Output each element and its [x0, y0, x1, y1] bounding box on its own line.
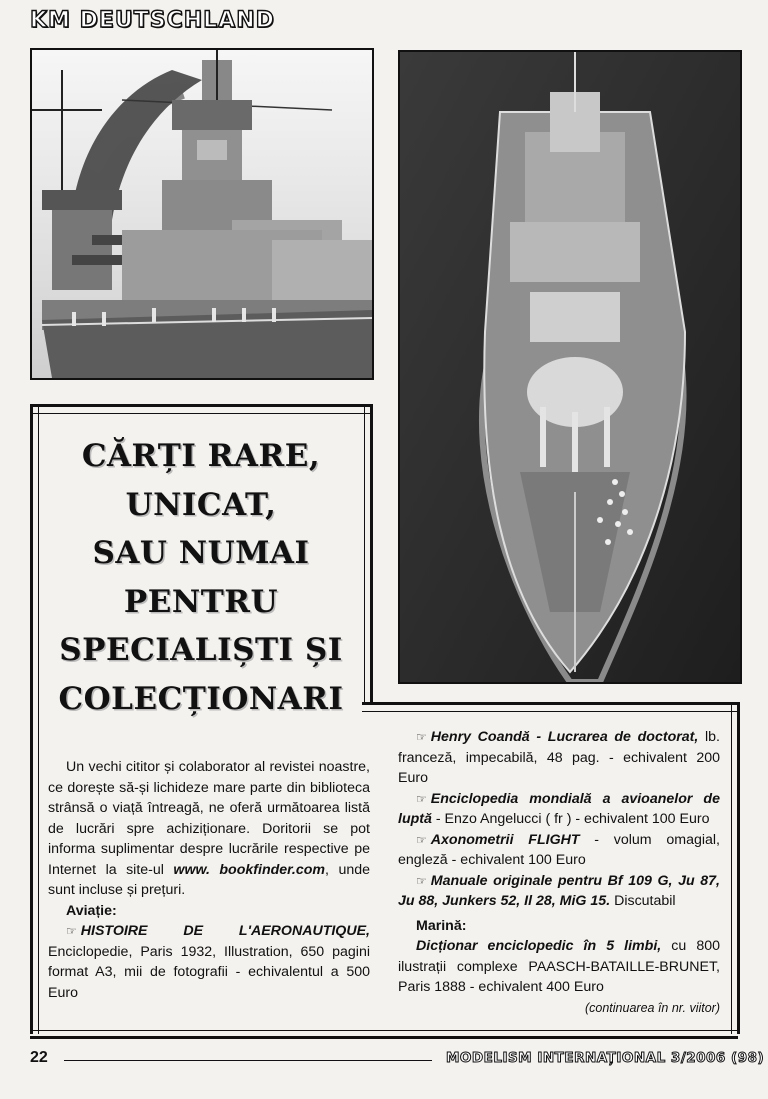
ship-aerial-bow-photo [398, 50, 742, 684]
footer-rule [64, 1060, 432, 1061]
continued-note: (continuarea în nr. viitor) [584, 1000, 720, 1015]
pointing-hand-icon: ☞ [416, 730, 427, 744]
book-item: ☞ Manuale originale pentru Bf 109 G, Ju 87, Ju 88, Junkers 52, Il 28, MiG 15. Discutabil [398, 872, 720, 909]
book-item: ☞ HISTOIRE DE L'AERONAUTIQUE, Enciclopedie, Paris 1932, Illustration, 650 pagini format A3, mii de fotografii - echivalentul a 500 Euro [48, 923, 370, 1001]
headline-line: SAU NUMAI [92, 535, 310, 571]
article-column-right [398, 727, 720, 1018]
website-link: www. bookfinder.com [173, 861, 326, 878]
navy-heading: Marină: [416, 917, 467, 934]
article-column-left [48, 757, 370, 1003]
section-title: KM DEUTSCHLAND [30, 8, 275, 33]
page-number: 22 [30, 1049, 48, 1066]
headline-line: SPECIALIȘTI ȘI [59, 632, 343, 668]
ship-superstructure-photo [30, 48, 374, 380]
headline-line: COLECȚIONARI [58, 680, 344, 717]
book-item: ☞ Henry Coandă - Lucrarea de doctorat, lb. franceză, impecabilă, 48 pag. - echivalent 200 Euro [398, 729, 720, 786]
pointing-hand-icon: ☞ [416, 873, 427, 888]
frame-right-bar-upper [364, 404, 373, 704]
frame-left-bar [30, 404, 39, 1034]
frame-bottom-rule [30, 1030, 738, 1039]
headline-line: CĂRȚI RARE, [81, 438, 321, 474]
book-item: Dicționar enciclopedic în 5 limbi, cu 800 ilustrații complexe PAASCH-BATAILLE-BRUNET, Paris 1888 - echivalent 400 Euro [398, 938, 720, 995]
book-item: ☞ Axonometrii FLIGHT - volum omagial, engleză - echivalent 100 Euro [398, 831, 720, 868]
aviation-heading: Aviație: [66, 902, 117, 919]
magazine-name: MODELISM INTERNAȚIONAL 3/2006 (98) [446, 1050, 765, 1066]
pointing-hand-icon: ☞ [416, 832, 427, 847]
book-item: ☞ Enciclopedia mondială a avioanelor de luptă - Enzo Angelucci ( fr ) - echivalent 100 Euro [398, 790, 720, 827]
frame-top-rule [30, 404, 372, 414]
article-headline [40, 432, 362, 723]
frame-middle-rule [362, 702, 740, 712]
frame-right-bar-lower [731, 702, 740, 1034]
pointing-hand-icon: ☞ [66, 924, 77, 938]
headline-line: PENTRU [123, 583, 279, 620]
headline-line: UNICAT, [125, 486, 277, 523]
intro-paragraph: Un vechi cititor și colaborator al revistei noastre, ce dorește să-și lichideze mare parte din biblioteca strânsă o viață întreagă, ne oferă următoarea listă de lucrări spre achiziționare. Doritorii se pot informa suplimentar despre lucrările respective pe Internet la site-ul www. bookfinder.com, unde sunt incluse și prețuri. [48, 759, 371, 898]
pointing-hand-icon: ☞ [416, 791, 427, 806]
